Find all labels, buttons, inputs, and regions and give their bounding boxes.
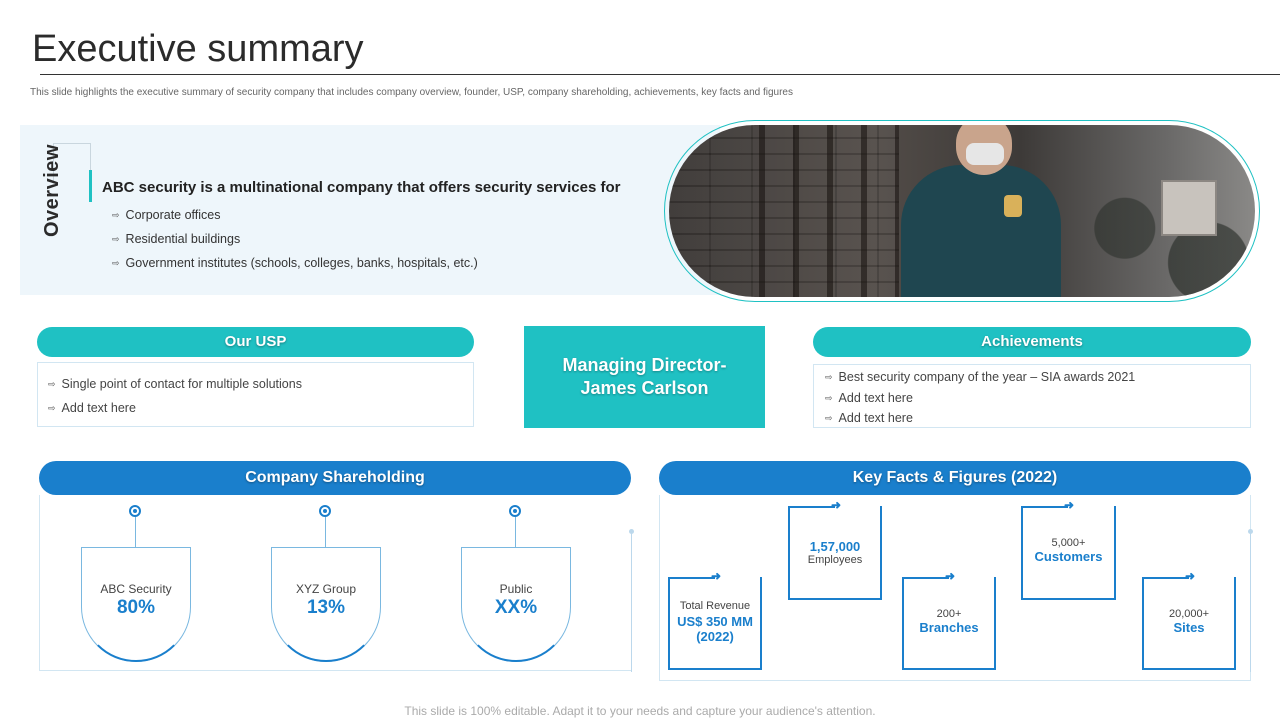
- target-dot-icon: [509, 505, 521, 517]
- title-divider: [40, 74, 1280, 75]
- share-holder-value: 13%: [306, 597, 346, 618]
- share-item-abc-security: [81, 503, 191, 663]
- arrow-right-icon: ➜: [1185, 569, 1196, 583]
- share-holder-name: Public: [499, 582, 533, 596]
- fact-value: 200+: [936, 608, 962, 620]
- list-item: ⇨ Add text here: [48, 401, 136, 415]
- fact-value: 1,57,000: [809, 539, 861, 554]
- list-item: ⇨ Residential buildings: [112, 232, 241, 246]
- security-guard-photo: [669, 125, 1255, 297]
- fact-label: Employees: [807, 554, 863, 566]
- share-holder-value: 80%: [116, 597, 156, 618]
- usp-box: [37, 362, 474, 427]
- right-arrow-icon: ⇨: [112, 234, 120, 244]
- fact-value: 5,000+: [1051, 537, 1086, 549]
- list-item: ⇨ Add text here: [825, 411, 913, 425]
- shareholding-header: Company Shareholding: [39, 461, 631, 495]
- fact-employees: [788, 498, 882, 600]
- right-arrow-icon: ⇨: [48, 379, 56, 389]
- fact-total-revenue: [668, 569, 762, 670]
- fact-branches: [902, 569, 996, 670]
- managing-director-card: [524, 326, 765, 428]
- achievements-header: Achievements: [813, 327, 1251, 357]
- fact-label: Total Revenue: [679, 600, 751, 612]
- right-arrow-icon: ⇨: [48, 403, 56, 413]
- page-subtitle: This slide highlights the executive summary of security company that includes company overview, founder, USP, company shareholding, achievements, key facts and figures: [30, 87, 793, 98]
- fact-customers: [1021, 498, 1116, 600]
- right-arrow-icon: ⇨: [825, 372, 833, 382]
- fact-label: Customers: [1034, 549, 1103, 564]
- arrow-right-icon: ➜: [945, 569, 956, 583]
- fact-value: US$ 350 MM: [677, 614, 753, 629]
- managing-director-name: James Carlson: [580, 378, 709, 398]
- arrow-right-icon: ➜: [711, 569, 722, 583]
- list-item: ⇨ Single point of contact for multiple solutions: [48, 377, 302, 391]
- achievements-box: [813, 364, 1251, 428]
- overview-label: [37, 193, 67, 237]
- overview-heading: ABC security is a multinational company that offers security services for: [102, 179, 621, 196]
- fact-sites: [1142, 569, 1236, 670]
- list-item: ⇨ Add text here: [825, 391, 913, 405]
- footer-note: This slide is 100% editable. Adapt it to your needs and capture your audience's attention.: [404, 704, 876, 718]
- list-item: ⇨ Corporate offices: [112, 208, 221, 222]
- list-item: ⇨ Government institutes (schools, colleges, banks, hospitals, etc.): [112, 256, 478, 270]
- target-dot-icon: [319, 505, 331, 517]
- fact-label: Sites: [1173, 620, 1205, 635]
- right-arrow-icon: ⇨: [112, 210, 120, 220]
- list-item: ⇨ Best security company of the year – SIA awards 2021: [825, 370, 1136, 384]
- fact-value-year: (2022): [696, 629, 734, 644]
- share-holder-value: XX%: [494, 597, 538, 618]
- share-item-xyz-group: [271, 503, 381, 663]
- key-facts-header: Key Facts & Figures (2022): [659, 461, 1251, 495]
- page-title: Executive summary: [32, 28, 364, 70]
- right-arrow-icon: ⇨: [825, 413, 833, 423]
- fact-label: Branches: [919, 620, 979, 635]
- arrow-right-icon: ➜: [831, 498, 842, 512]
- target-dot-icon: [129, 505, 141, 517]
- arrow-right-icon: ➜: [1064, 498, 1075, 512]
- share-holder-name: ABC Security: [100, 582, 172, 596]
- managing-director-title: Managing Director-: [562, 355, 727, 375]
- usp-header: Our USP: [37, 327, 474, 357]
- right-arrow-icon: ⇨: [825, 393, 833, 403]
- overview-list: [112, 206, 478, 278]
- share-holder-name: XYZ Group: [295, 582, 357, 596]
- right-arrow-icon: ⇨: [112, 258, 120, 268]
- fact-value: 20,000+: [1168, 608, 1210, 620]
- overview-accent-bar: [89, 170, 92, 202]
- share-item-public: [461, 503, 571, 663]
